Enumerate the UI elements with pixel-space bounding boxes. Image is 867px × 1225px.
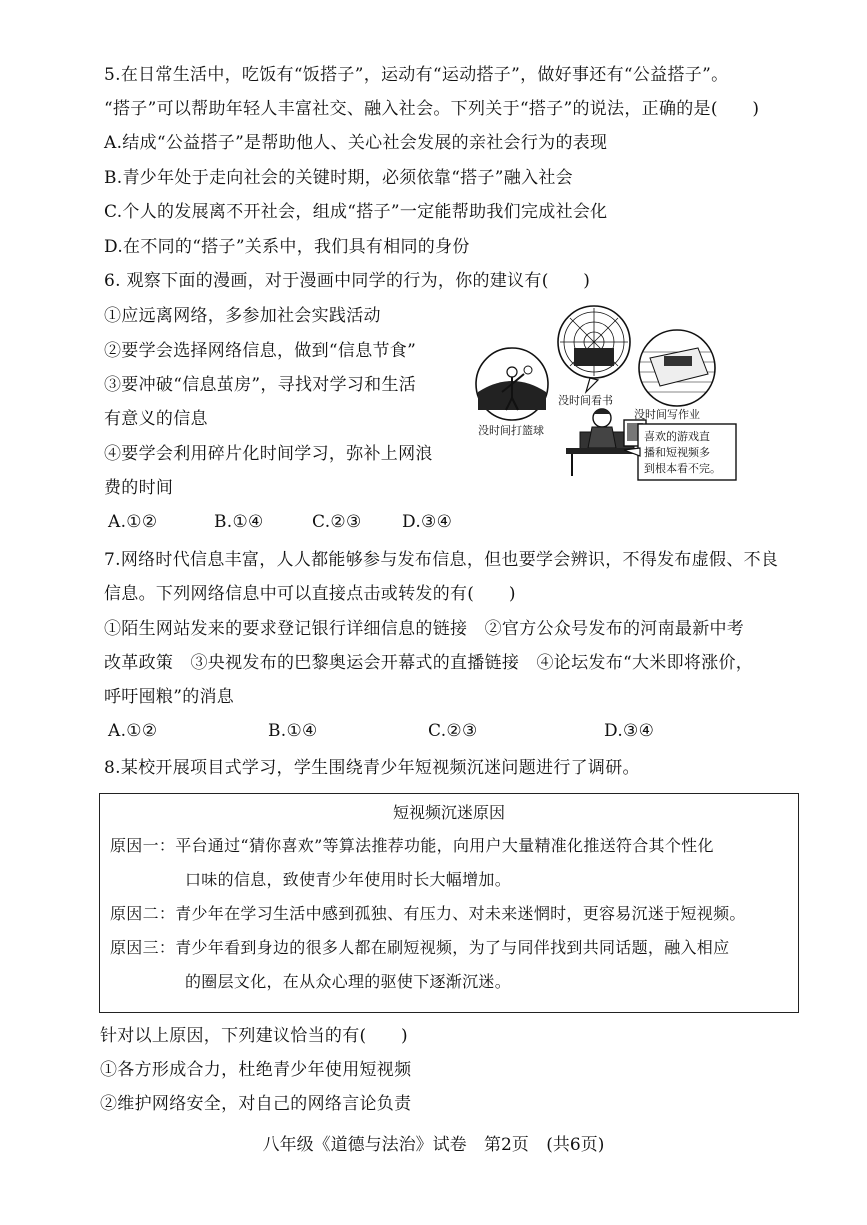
q7-items-line1: ①陌生网站发来的要求登记银行详细信息的链接 ②官方公众号发布的河南最新中考: [104, 619, 745, 639]
q6-item-3-cont: 有意义的信息: [104, 409, 208, 429]
q7-stem-line2: 信息。下列网络信息中可以直接点击或转发的有( ): [104, 584, 516, 604]
q6-stem: 6. 观察下面的漫画，对于漫画中同学的行为，你的建议有( ): [104, 271, 591, 291]
reasons-box: [99, 793, 799, 1013]
q6-item-4: ④要学会利用碎片化时间学习，弥补上网浪: [104, 444, 433, 464]
page-footer: [0, 1133, 867, 1157]
q7-items-line3: 呼吁囤粮”的消息: [104, 687, 235, 707]
comic-speech-line1: 喜欢的游戏直: [644, 430, 710, 443]
q5-option-d: D.在不同的“搭子”关系中，我们具有相同的身份: [104, 237, 470, 257]
q5-stem-line1: 5.在日常生活中，吃饭有“饭搭子”，运动有“运动搭子”，做好事还有“公益搭子”。: [104, 65, 729, 85]
footer-page: 第2页: [484, 1135, 529, 1155]
q6-item-3: ③要冲破“信息茧房”，寻找对学习和生活: [104, 375, 417, 395]
q6-item-1: ①应远离网络，多参加社会实践活动: [104, 306, 381, 326]
q7-option-c: C.②③: [428, 721, 478, 741]
q8-stem: 8.某校开展项目式学习，学生围绕青少年短视频沉迷问题进行了调研。: [104, 758, 640, 778]
reason-2: 原因二：青少年在学习生活中感到孤独、有压力、对未来迷惘时，更容易沉迷于短视频。: [110, 904, 746, 923]
q6-option-a: A.①②: [108, 512, 158, 532]
q8-item-1: ①各方形成合力，杜绝青少年使用短视频: [100, 1060, 412, 1080]
comic-speech-line3: 到根本看不完。: [644, 462, 721, 475]
q8-ask: 针对以上原因，下列建议恰当的有( ): [100, 1026, 408, 1046]
q6-option-c: C.②③: [312, 512, 362, 532]
footer-total: (共6页): [546, 1135, 605, 1155]
q5-option-a: A.结成“公益搭子”是帮助他人、关心社会发展的亲社会行为的表现: [104, 133, 608, 153]
q7-option-b: B.①④: [268, 721, 318, 741]
reason-1: 原因一：平台通过“猜你喜欢”等算法推荐功能，向用户大量精准化推送符合其个性化: [110, 836, 714, 855]
q6-option-b: B.①④: [214, 512, 264, 532]
reason-3-cont: 的圈层文化，在从众心理的驱使下逐渐沉迷。: [185, 972, 512, 991]
reason-3: 原因三：青少年看到身边的很多人都在刷短视频，为了与同伴找到共同话题，融入相应: [110, 938, 730, 957]
q7-items-line2: 改革政策 ③央视发布的巴黎奥运会开幕式的直播链接 ④论坛发布“大米即将涨价，: [104, 653, 754, 673]
q5-stem-line2: “搭子”可以帮助年轻人丰富社交、融入社会。下列关于“搭子”的说法，正确的是( ): [104, 99, 760, 119]
comic-label-basketball: 没时间打篮球: [478, 424, 544, 437]
comic-label-homework: 没时间写作业: [634, 408, 700, 421]
comic-drawing: [474, 300, 740, 488]
comic-speech-line2: 播和短视频多: [644, 446, 710, 459]
q6-option-d: D.③④: [402, 512, 453, 532]
q7-option-d: D.③④: [604, 721, 655, 741]
footer-title: 八年级《道德与法治》试卷: [262, 1135, 467, 1155]
q5-option-c: C.个人的发展离不开社会，组成“搭子”一定能帮助我们完成社会化: [104, 202, 608, 222]
reason-1-cont: 口味的信息，致使青少年使用时长大幅增加。: [185, 870, 512, 889]
q5-option-b: B.青少年处于走向社会的关键时期，必须依靠“搭子”融入社会: [104, 168, 573, 188]
comic-illustration: [474, 300, 740, 488]
q7-stem-line1: 7.网络时代信息丰富，人人都能够参与发布信息，但也要学会辨识，不得发布虚假、不良: [104, 550, 779, 570]
q6-item-4-cont: 费的时间: [104, 478, 174, 498]
q8-item-2: ②维护网络安全，对自己的网络言论负责: [100, 1094, 412, 1114]
q6-item-2: ②要学会选择网络信息，做到“信息节食”: [104, 341, 417, 361]
q7-option-a: A.①②: [108, 721, 158, 741]
reasons-box-title: 短视频沉迷原因: [392, 803, 505, 822]
comic-label-book: 没时间看书: [558, 394, 613, 407]
